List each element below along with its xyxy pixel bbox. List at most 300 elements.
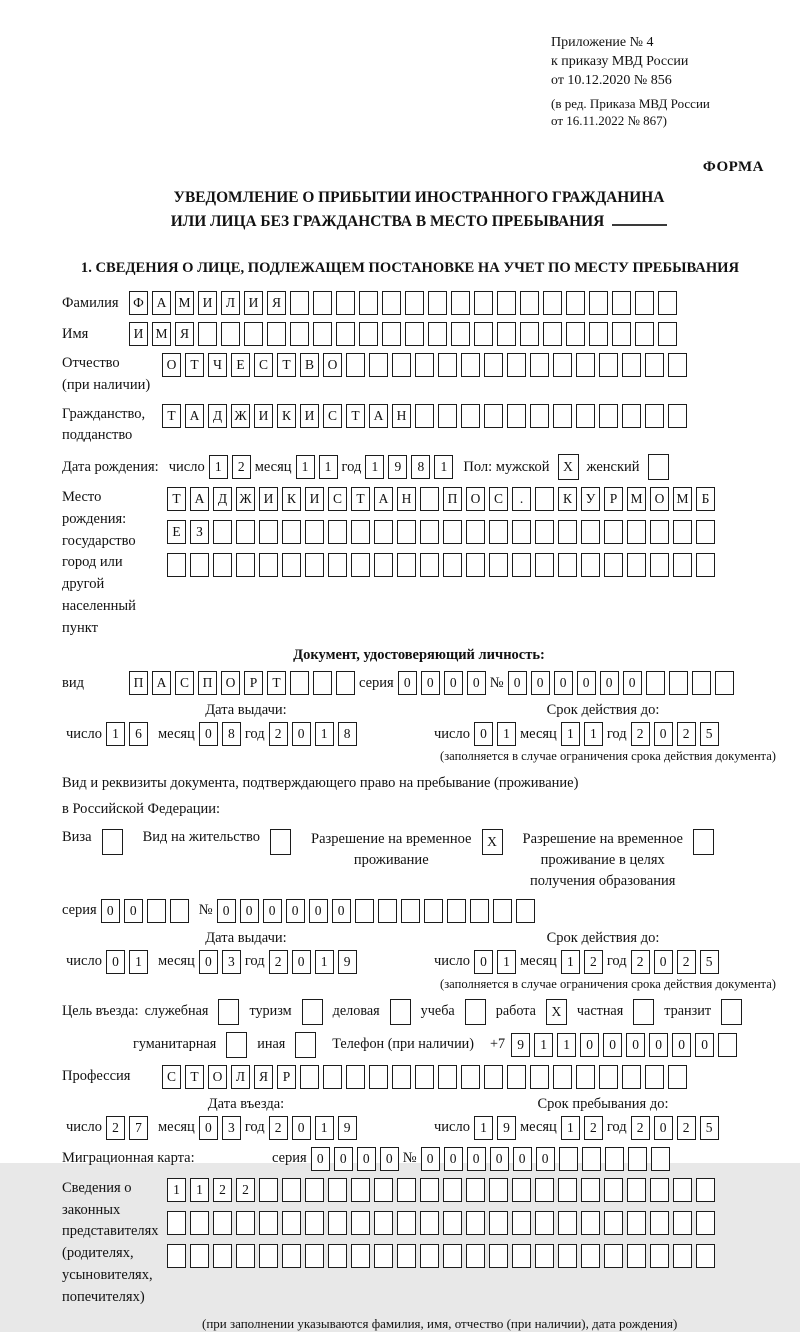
month-label: месяц	[519, 725, 557, 742]
char-box	[236, 520, 255, 544]
birth-place-boxes	[167, 487, 715, 577]
identity-doc-heading: Документ, удостоверяющий личность:	[293, 647, 545, 664]
char-box	[415, 1065, 434, 1089]
char-box	[328, 553, 347, 577]
char-box: 0	[106, 950, 125, 974]
char-box: А	[185, 404, 204, 428]
char-box: 8	[338, 722, 357, 746]
char-box	[420, 553, 439, 577]
char-box	[290, 322, 309, 346]
purpose-other-label: иная	[257, 1036, 286, 1053]
char-box	[612, 291, 631, 315]
char-box	[535, 553, 554, 577]
char-box	[627, 520, 646, 544]
char-box	[612, 322, 631, 346]
char-box: 9	[338, 950, 357, 974]
char-box	[447, 899, 466, 923]
char-box	[415, 353, 434, 377]
char-box	[466, 1178, 485, 1202]
char-box	[374, 1211, 393, 1235]
char-box: У	[581, 487, 600, 511]
char-box: Ж	[231, 404, 250, 428]
char-box: Н	[392, 404, 411, 428]
char-box	[512, 1178, 531, 1202]
char-box	[392, 353, 411, 377]
char-box	[328, 520, 347, 544]
entry-date-heading: Дата въезда:	[207, 1095, 285, 1112]
char-box: 2	[232, 455, 251, 479]
valid-day-boxes	[474, 722, 516, 746]
citizenship-label-line: подданство	[62, 427, 133, 444]
char-box	[507, 404, 526, 428]
citizenship-label	[62, 404, 162, 448]
char-box	[622, 1065, 641, 1089]
purpose-transit-checkbox	[721, 999, 742, 1025]
char-box	[420, 520, 439, 544]
char-box	[558, 1211, 577, 1235]
representatives-label-line: (родителях,	[62, 1245, 134, 1262]
char-box	[576, 1065, 595, 1089]
patronymic-label-line: Отчество	[62, 355, 120, 372]
stay-day-boxes	[474, 1116, 516, 1140]
char-box	[627, 553, 646, 577]
char-box	[221, 322, 240, 346]
given-name-boxes	[129, 322, 677, 346]
char-box: 5	[700, 1116, 719, 1140]
char-box	[673, 1244, 692, 1268]
migration-card-row	[62, 1147, 776, 1171]
char-box: 9	[338, 1116, 357, 1140]
issue-date-heading: Дата выдачи:	[205, 929, 287, 946]
char-box: 0	[101, 899, 120, 923]
char-box: М	[152, 322, 171, 346]
char-box: С	[254, 353, 273, 377]
char-box	[512, 553, 531, 577]
char-box	[336, 322, 355, 346]
migration-number-boxes	[421, 1147, 670, 1171]
char-box: Л	[221, 291, 240, 315]
char-box	[512, 520, 531, 544]
stay-year-boxes	[631, 1116, 719, 1140]
char-box	[576, 353, 595, 377]
char-box: С	[175, 671, 194, 695]
char-box: И	[129, 322, 148, 346]
given-name-row	[62, 322, 776, 346]
char-box	[305, 1244, 324, 1268]
representatives-label-line: Сведения о	[62, 1179, 132, 1196]
purpose-row-2	[129, 1032, 776, 1058]
temp-residence-option	[311, 829, 506, 871]
valid-until-heading: Срок действия до:	[546, 929, 660, 946]
birth-place-row	[62, 487, 776, 639]
char-box: 1	[315, 1116, 334, 1140]
month-label: месяц	[157, 953, 195, 970]
char-box: 0	[626, 1033, 645, 1057]
purpose-humanitarian-label: гуманитарная	[133, 1036, 217, 1053]
char-box	[328, 1244, 347, 1268]
year-label: год	[244, 725, 265, 742]
char-box: И	[259, 487, 278, 511]
char-box	[484, 353, 503, 377]
stay-until-heading: Срок пребывания до:	[537, 1095, 669, 1112]
char-box: О	[650, 487, 669, 511]
char-box	[696, 520, 715, 544]
char-box	[474, 291, 493, 315]
patronymic-label-line: (при наличии)	[62, 376, 151, 393]
birth-month-boxes	[296, 455, 338, 479]
char-box: 1	[561, 1116, 580, 1140]
char-box	[397, 520, 416, 544]
annex-reference	[551, 34, 776, 129]
entry-month-boxes	[199, 1116, 241, 1140]
day-label: число	[434, 1119, 470, 1136]
char-box: М	[673, 487, 692, 511]
char-box	[650, 553, 669, 577]
char-box: Я	[267, 291, 286, 315]
sex-female-label: женский	[586, 458, 640, 475]
sex-female-checkbox	[648, 454, 669, 480]
char-box	[305, 520, 324, 544]
representatives-label-line: усыновителях,	[62, 1266, 153, 1283]
purpose-work-checkbox: X	[546, 999, 567, 1025]
year-label: год	[341, 458, 362, 475]
char-box: П	[198, 671, 217, 695]
char-box: 2	[631, 722, 650, 746]
char-box	[374, 553, 393, 577]
valid-month-boxes	[561, 722, 603, 746]
char-box	[558, 553, 577, 577]
char-box	[669, 671, 688, 695]
char-box: 0	[490, 1147, 509, 1171]
char-box: 6	[129, 722, 148, 746]
char-box	[336, 291, 355, 315]
annex-edit-note	[551, 96, 776, 130]
char-box: 7	[129, 1116, 148, 1140]
char-box	[489, 1244, 508, 1268]
char-box	[658, 322, 677, 346]
char-box: 0	[444, 671, 463, 695]
char-box	[604, 1244, 623, 1268]
char-box: И	[198, 291, 217, 315]
char-box	[581, 553, 600, 577]
char-box: 0	[600, 671, 619, 695]
char-box	[581, 520, 600, 544]
birth-year-boxes	[365, 455, 453, 479]
char-box: 0	[695, 1033, 714, 1057]
char-box	[507, 1065, 526, 1089]
char-box	[420, 1244, 439, 1268]
char-box: Е	[231, 353, 250, 377]
char-box	[374, 1178, 393, 1202]
char-box: 1	[434, 455, 453, 479]
char-box	[167, 1211, 186, 1235]
birth-place-label	[62, 487, 167, 639]
char-box: К	[277, 404, 296, 428]
char-box: Ж	[236, 487, 255, 511]
char-box	[466, 553, 485, 577]
char-box	[328, 1211, 347, 1235]
char-box: 1	[557, 1033, 576, 1057]
char-box	[259, 520, 278, 544]
char-box	[516, 899, 535, 923]
char-box	[692, 671, 711, 695]
char-box: О	[208, 1065, 227, 1089]
char-box	[558, 1244, 577, 1268]
char-box: О	[466, 487, 485, 511]
validity-note: (заполняется в случае ограничения срока действия документа)	[440, 976, 776, 991]
char-box	[282, 1178, 301, 1202]
representatives-label-line: законных	[62, 1201, 121, 1218]
char-box: Н	[397, 487, 416, 511]
char-box	[696, 1211, 715, 1235]
stay-month-boxes	[561, 1116, 603, 1140]
char-box: 5	[700, 722, 719, 746]
series-label: серия	[62, 902, 97, 919]
sex-male-label: Пол: мужской	[463, 458, 550, 475]
char-box: 0	[508, 671, 527, 695]
char-box	[443, 553, 462, 577]
representatives-row-2	[167, 1211, 715, 1235]
entry-date	[62, 1116, 430, 1140]
char-box: 8	[411, 455, 430, 479]
char-box	[328, 1178, 347, 1202]
char-box: 2	[584, 1116, 603, 1140]
char-box: Т	[167, 487, 186, 511]
char-box	[300, 1065, 319, 1089]
birth-place-label-line: населенный пункт	[62, 597, 136, 636]
char-box: 0	[649, 1033, 668, 1057]
issue-year-boxes	[269, 950, 357, 974]
char-box	[604, 1178, 623, 1202]
char-box: П	[129, 671, 148, 695]
representatives-label-line: попечителях)	[62, 1288, 145, 1305]
stay-doc-options	[62, 829, 776, 892]
char-box	[635, 322, 654, 346]
char-box	[466, 520, 485, 544]
char-box	[582, 1147, 601, 1171]
purpose-row	[62, 999, 776, 1025]
char-box: 0	[292, 722, 311, 746]
temp-residence-checkbox: X	[482, 829, 503, 855]
identity-issue-date	[62, 722, 430, 746]
char-box: 1	[209, 455, 228, 479]
migration-series-boxes	[311, 1147, 399, 1171]
char-box	[282, 553, 301, 577]
char-box	[428, 322, 447, 346]
char-box	[589, 322, 608, 346]
entry-day-boxes	[106, 1116, 148, 1140]
purpose-private-label: частная	[576, 1003, 624, 1020]
char-box	[190, 1244, 209, 1268]
form-title	[62, 186, 776, 234]
phone-boxes	[511, 1033, 737, 1057]
stay-until-date	[430, 1116, 776, 1140]
char-box: Я	[254, 1065, 273, 1089]
char-box	[696, 1178, 715, 1202]
char-box	[553, 1065, 572, 1089]
char-box	[397, 1244, 416, 1268]
char-box	[415, 404, 434, 428]
char-box: Т	[267, 671, 286, 695]
char-box	[351, 553, 370, 577]
char-box	[397, 553, 416, 577]
char-box	[474, 322, 493, 346]
char-box	[559, 1147, 578, 1171]
char-box	[461, 404, 480, 428]
char-box: 0	[332, 899, 351, 923]
char-box: 0	[654, 950, 673, 974]
char-box: Т	[277, 353, 296, 377]
char-box: Б	[696, 487, 715, 511]
char-box	[167, 553, 186, 577]
char-box: И	[244, 291, 263, 315]
char-box	[336, 671, 355, 695]
purpose-official-label: служебная	[144, 1003, 209, 1020]
birth-place-label-line: Место рождения:	[62, 489, 127, 527]
char-box: А	[152, 671, 171, 695]
char-box: Д	[208, 404, 227, 428]
char-box	[359, 322, 378, 346]
day-label: число	[434, 725, 470, 742]
char-box: 1	[561, 950, 580, 974]
char-box	[530, 404, 549, 428]
char-box	[627, 1211, 646, 1235]
char-box: 0	[357, 1147, 376, 1171]
birth-place-label-line: город или другой	[62, 554, 123, 593]
char-box	[213, 1211, 232, 1235]
purpose-work-label: работа	[495, 1003, 536, 1020]
char-box: 1	[319, 455, 338, 479]
doc-series-boxes	[398, 671, 486, 695]
char-box: Р	[244, 671, 263, 695]
char-box	[461, 353, 480, 377]
char-box: 0	[513, 1147, 532, 1171]
char-box	[213, 520, 232, 544]
citizenship-row	[62, 404, 776, 448]
char-box	[512, 1211, 531, 1235]
char-box	[645, 404, 664, 428]
birth-date-row	[62, 454, 776, 480]
char-box: О	[221, 671, 240, 695]
char-box	[346, 353, 365, 377]
char-box	[520, 322, 539, 346]
char-box	[507, 353, 526, 377]
char-box: 1	[296, 455, 315, 479]
permit-dates	[62, 930, 776, 974]
temp-residence-label: Разрешение на временное проживание	[311, 830, 472, 868]
char-box	[290, 291, 309, 315]
char-box	[696, 1244, 715, 1268]
temp-residence-education-option	[523, 829, 718, 892]
char-box	[351, 1244, 370, 1268]
char-box	[359, 291, 378, 315]
issue-year-boxes	[269, 722, 357, 746]
char-box: 1	[474, 1116, 493, 1140]
year-label: год	[606, 1119, 627, 1136]
purpose-business-label: деловая	[332, 1003, 380, 1020]
issue-day-boxes	[106, 950, 148, 974]
char-box	[420, 1178, 439, 1202]
doc-number-boxes	[508, 671, 734, 695]
char-box: В	[300, 353, 319, 377]
char-box: 0	[474, 950, 493, 974]
char-box: Я	[175, 322, 194, 346]
char-box	[351, 520, 370, 544]
char-box	[420, 1211, 439, 1235]
char-box: 0	[467, 1147, 486, 1171]
annex-line: от 10.12.2020 № 856	[551, 72, 672, 88]
char-box	[627, 1244, 646, 1268]
char-box: 1	[167, 1178, 186, 1202]
purpose-humanitarian-checkbox	[226, 1032, 247, 1058]
purpose-official-checkbox	[218, 999, 239, 1025]
annex-line: Приложение № 4	[551, 35, 654, 50]
citizenship-label-line: Гражданство,	[62, 405, 146, 422]
validity-note: (заполняется в случае ограничения срока действия документа)	[440, 749, 776, 764]
char-box	[374, 1244, 393, 1268]
char-box	[668, 353, 687, 377]
char-box	[236, 553, 255, 577]
char-box	[420, 487, 439, 511]
char-box: 1	[315, 950, 334, 974]
char-box	[346, 1065, 365, 1089]
char-box: 8	[222, 722, 241, 746]
char-box: 2	[236, 1178, 255, 1202]
char-box: 0	[311, 1147, 330, 1171]
day-label: число	[66, 953, 102, 970]
issue-month-boxes	[199, 722, 241, 746]
representatives-row-1	[167, 1178, 715, 1202]
stay-doc-intro-line1: Вид и реквизиты документа, подтверждающего право на пребывание (проживание)	[62, 775, 579, 792]
permit-valid-date	[430, 950, 776, 974]
char-box	[323, 1065, 342, 1089]
char-box: 2	[584, 950, 603, 974]
series-label: серия	[359, 674, 394, 691]
char-box	[259, 553, 278, 577]
char-box	[282, 1244, 301, 1268]
phone-label: Телефон (при наличии)	[332, 1036, 474, 1053]
char-box: 0	[577, 671, 596, 695]
stay-doc-intro-line2: в Российской Федерации:	[62, 800, 221, 817]
day-label: число	[434, 953, 470, 970]
char-box	[650, 1244, 669, 1268]
char-box	[443, 1244, 462, 1268]
char-box	[581, 1244, 600, 1268]
char-box	[622, 404, 641, 428]
month-label: месяц	[157, 1119, 195, 1136]
char-box	[244, 322, 263, 346]
visa-checkbox	[102, 829, 123, 855]
char-box: 1	[497, 950, 516, 974]
valid-year-boxes	[631, 950, 719, 974]
char-box	[650, 520, 669, 544]
char-box: 0	[199, 1116, 218, 1140]
char-box: О	[323, 353, 342, 377]
char-box	[718, 1033, 737, 1057]
char-box: 2	[269, 950, 288, 974]
char-box	[604, 553, 623, 577]
char-box: И	[254, 404, 273, 428]
char-box: 0	[536, 1147, 555, 1171]
char-box	[198, 322, 217, 346]
purpose-tourism-checkbox	[302, 999, 323, 1025]
identity-valid-date	[430, 722, 776, 746]
char-box	[566, 291, 585, 315]
identity-doc-dates	[62, 702, 776, 746]
char-box: И	[300, 404, 319, 428]
section-1-heading: 1. СВЕДЕНИЯ О ЛИЦЕ, ПОДЛЕЖАЩЕМ ПОСТАНОВКЕ НА УЧЕТ ПО МЕСТУ ПРЕБЫВАНИЯ	[80, 260, 740, 277]
char-box	[605, 1147, 624, 1171]
